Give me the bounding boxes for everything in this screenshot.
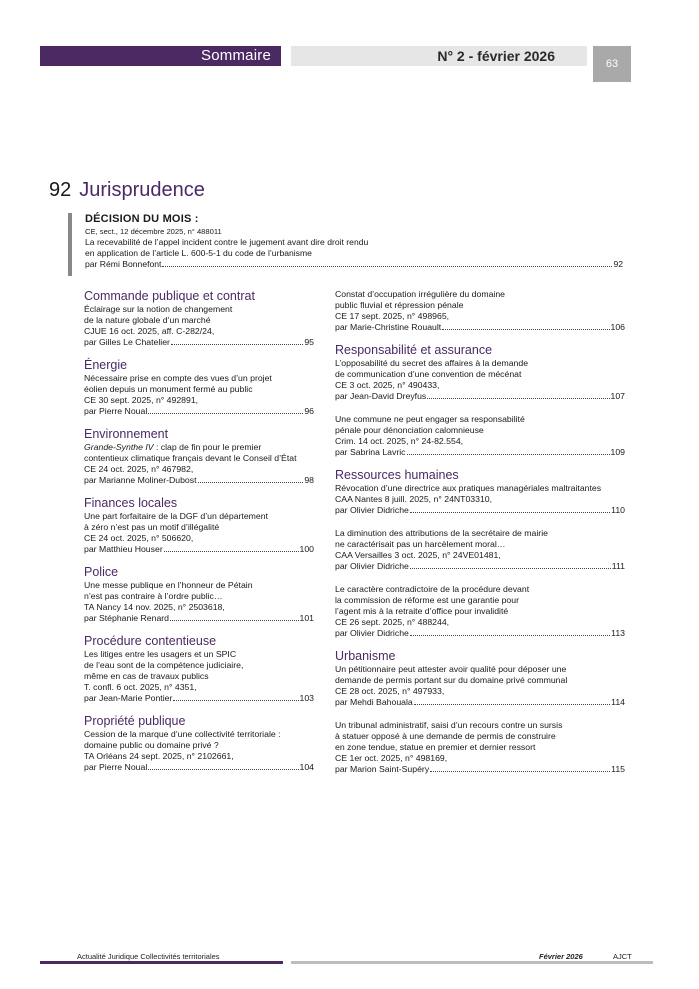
header-section-bar (40, 46, 281, 66)
category-spacer (335, 639, 625, 649)
leader-dots (407, 454, 610, 455)
entry-page-number: 114 (611, 697, 625, 707)
toc-entry (335, 358, 625, 402)
entry-line: domaine public ou domaine privé ? (84, 740, 219, 750)
entry-author-line[interactable] (335, 697, 625, 708)
footer-journal: AJCT (613, 952, 632, 961)
entry-author-line[interactable] (84, 544, 314, 555)
entry-line: à statuer opposé à une demande de permis de construire (335, 731, 556, 741)
entry-page-number: 104 (299, 762, 314, 772)
leader-dots (148, 769, 298, 770)
category-heading: Propriété publique (84, 714, 186, 728)
entry-author-line[interactable] (84, 693, 314, 704)
leader-dots (427, 398, 609, 399)
entry-line: CE 28 oct. 2025, n° 497933, (335, 686, 445, 696)
entry-line: Crim. 14 oct. 2025, n° 24-82.554, (335, 436, 464, 446)
entry-author: par Marion Saint-Supéry (335, 764, 430, 774)
category-heading: Finances locales (84, 496, 178, 510)
leader-dots (171, 344, 303, 345)
entry-author: par Jean-Marie Pontier (84, 693, 173, 703)
footer-grey-rule (291, 961, 653, 964)
entry-line (84, 442, 314, 453)
header-issue-label: N° 2 - février 2026 (437, 48, 555, 64)
entry-page-number: 109 (610, 447, 625, 457)
entry-page-number: 98 (304, 475, 314, 485)
entry-line: même en cas de travaux publics (84, 671, 209, 681)
entry-line: la commission de réforme est une garantie pour (335, 595, 519, 605)
entry-line: CE 3 oct. 2025, n° 490433, (335, 380, 440, 390)
entry-author: par Olivier Didriche (335, 505, 409, 515)
entry-line: Un pétitionnaire peut attester avoir qualité pour déposer une (335, 664, 567, 674)
leader-dots (414, 704, 610, 705)
category-spacer (84, 417, 314, 427)
entry-author-line[interactable] (84, 762, 314, 773)
category-spacer (335, 333, 625, 343)
toc-entry (84, 442, 314, 486)
entry-line: ne caractérisait pas un harcèlement moral… (335, 539, 506, 549)
entry-line: La diminution des attributions de la secrétaire de mairie (335, 528, 548, 538)
entry-text: contentieux climatique français devant le Conseil d’État (84, 453, 297, 463)
toc-entry (335, 528, 625, 572)
featured-line: en application de l’article L. 600-5-1 du code de l’urbanisme (85, 248, 312, 258)
category-spacer (84, 555, 314, 565)
entry-page-number: 103 (299, 693, 314, 703)
leader-dots (442, 329, 609, 330)
category-heading: Responsabilité et assurance (335, 343, 493, 357)
entry-author: par Jean-David Dreyfus (335, 391, 427, 401)
toc-entry (84, 580, 314, 624)
entry-author-line[interactable] (84, 406, 314, 417)
entry-author: par Mehdi Bahouala (335, 697, 413, 707)
entry-page-number: 115 (611, 764, 625, 774)
entry-page-number: 107 (610, 391, 625, 401)
entry-author: par Pierre Noual (84, 406, 148, 416)
entry-author: par Sabrina Lavric (335, 447, 406, 457)
featured-author-line[interactable] (85, 259, 623, 270)
entry-line: Une commune ne peut engager sa responsabilité (335, 414, 525, 424)
featured-vertical-bar (68, 213, 72, 276)
leader-dots (173, 700, 298, 701)
category-heading: Environnement (84, 427, 169, 441)
category-spacer (84, 348, 314, 358)
entry-line: Révocation d’une directrice aux pratiques managériales maltraitantes (335, 483, 602, 493)
leader-dots (410, 512, 610, 513)
entry-line: Constat d’occupation irrégulière du domaine (335, 289, 505, 299)
entry-line: TA Nancy 14 nov. 2025, n° 2503618, (84, 602, 225, 612)
entry-author: par Pierre Noual (84, 762, 148, 772)
entry-line: Une messe publique en l’honneur de Pétain (84, 580, 253, 590)
entry-author: par Gilles Le Chatelier (84, 337, 170, 347)
entry-author-line[interactable] (335, 505, 625, 516)
featured-line: La recevabilité de l’appel incident contre le jugement avant dire droit rendu (85, 237, 369, 247)
entry-line: de la nature globale d’un marché (84, 315, 211, 325)
entry-author: par Olivier Didriche (335, 628, 409, 638)
entry-line: CE 30 sept. 2025, n° 492891, (84, 395, 199, 405)
section-name: Jurisprudence (79, 179, 205, 201)
leader-dots (410, 568, 611, 569)
entry-text: : clap de fin pour le premier (153, 442, 262, 452)
featured-author: par Rémi Bonnefont (85, 259, 162, 269)
entry-line: CE 24 oct. 2025, n° 506620, (84, 533, 194, 543)
category-heading: Procédure contentieuse (84, 634, 217, 648)
entry-italic-text: Grande-Synthe IV (84, 442, 154, 452)
featured-page: 92 (613, 259, 623, 269)
toc-entry (335, 664, 625, 708)
category-spacer (84, 624, 314, 634)
leader-dots (410, 635, 610, 636)
toc-entry (335, 414, 625, 458)
header-section-label: Sommaire (201, 47, 271, 64)
entry-page-number: 110 (611, 505, 625, 515)
category-heading: Police (84, 565, 119, 579)
header-issue-bar (291, 46, 587, 66)
header-page-number: 63 (605, 58, 619, 70)
entry-line: Le caractère contradictoire de la procédure devant (335, 584, 530, 594)
category-spacer (335, 458, 625, 468)
entry-author-line[interactable] (335, 322, 625, 333)
footer-date: Février 2026 (539, 952, 583, 961)
toc-entry (84, 511, 314, 555)
entry-text: CE 24 oct. 2025, n° 467982, (84, 464, 194, 474)
entry-line: à zéro n’est pas un motif d’illégalité (84, 522, 220, 532)
toc-entry (84, 649, 314, 704)
entry-page-number: 100 (299, 544, 314, 554)
leader-dots (170, 620, 298, 621)
section-page-number: 92 (49, 179, 72, 201)
entry-line: pénale pour dénonciation calomnieuse (335, 425, 484, 435)
entry-page-number: 101 (299, 613, 314, 623)
entry-line: CJUE 16 oct. 2025, aff. C-282/24, (84, 326, 215, 336)
entry-line: Éclairage sur la notion de changement (84, 304, 233, 314)
entry-line: demande de permis portant sur du domaine privé communal (335, 675, 568, 685)
entry-line: l’agent mis à la retraite d’office pour invalidité (335, 606, 509, 616)
entry-spacer (335, 402, 625, 414)
category-spacer (84, 704, 314, 714)
category-heading: Énergie (84, 358, 128, 372)
entry-line: CE 1er oct. 2025, n° 498169, (335, 753, 448, 763)
entry-line: Nécessaire prise en compte des vues d’un projet (84, 373, 272, 383)
footer-publication: Actualité Juridique Collectivités territoriales (77, 952, 220, 961)
category-heading: Urbanisme (335, 649, 396, 663)
entry-author-line[interactable] (335, 561, 625, 572)
toc-entry (335, 289, 625, 333)
entry-author: par Stéphanie Renard (84, 613, 170, 623)
entry-author: par Matthieu Houser (84, 544, 163, 554)
entry-line: T. confl. 6 oct. 2025, n° 4351, (84, 682, 197, 692)
entry-line: CE 26 sept. 2025, n° 488244, (335, 617, 450, 627)
entry-line (84, 464, 314, 475)
entry-page-number: 96 (304, 406, 314, 416)
entry-line: Cession de la marque d’une collectivité territoriale : (84, 729, 281, 739)
entry-author-line[interactable] (335, 628, 625, 639)
entry-author: par Marie-Christine Rouault (335, 322, 442, 332)
category-heading: Ressources humaines (335, 468, 459, 482)
category-spacer (84, 486, 314, 496)
section-title (49, 179, 205, 202)
leader-dots (164, 551, 299, 552)
entry-line: L’opposabilité du secret des affaires à la demande (335, 358, 529, 368)
featured-reference: CE, sect., 12 décembre 2025, n° 488011 (85, 227, 222, 236)
entry-author-line[interactable] (335, 764, 625, 775)
toc-entry (335, 720, 625, 775)
entry-line: de communication d’une convention de mécénat (335, 369, 522, 379)
entry-line: Une part forfaitaire de la DGF d’un département (84, 511, 268, 521)
entry-author: par Marianne Moliner-Dubost (84, 475, 197, 485)
entry-page-number: 111 (611, 561, 625, 571)
featured-decision (68, 213, 623, 270)
entry-line: TA Orléans 24 sept. 2025, n° 2102661, (84, 751, 234, 761)
leader-dots (198, 482, 304, 483)
footer-accent-rule (40, 961, 283, 964)
category-heading: Commande publique et contrat (84, 289, 255, 303)
toc-entry (335, 483, 625, 516)
entry-line: CE 17 sept. 2025, n° 498965, (335, 311, 450, 321)
entry-line: Un tribunal administratif, saisi d’un recours contre un sursis (335, 720, 563, 730)
entry-author-line[interactable] (84, 613, 314, 624)
entry-author-line[interactable] (335, 447, 625, 458)
toc-entry (335, 584, 625, 639)
entry-page-number: 95 (304, 337, 314, 347)
entry-line: éolien depuis un monument fermé au public (84, 384, 253, 394)
entry-author-line[interactable] (335, 391, 625, 402)
entry-line (84, 453, 314, 464)
leader-dots (430, 771, 610, 772)
entry-spacer (335, 516, 625, 528)
entry-page-number: 106 (610, 322, 625, 332)
entry-author: par Olivier Didriche (335, 561, 409, 571)
header-page-box (593, 46, 631, 82)
toc-entry (84, 729, 314, 773)
leader-dots (148, 413, 303, 414)
left-column (84, 289, 314, 773)
toc-entry (84, 373, 314, 417)
right-column (335, 289, 625, 775)
entry-line: n’est pas contraire à l’ordre public… (84, 591, 223, 601)
entry-page-number: 113 (611, 628, 625, 638)
entry-line: CAA Versailles 3 oct. 2025, n° 24VE01481, (335, 550, 501, 560)
featured-heading: DÉCISION DU MOIS : (85, 213, 199, 225)
entry-line: Les litiges entre les usagers et un SPIC (84, 649, 237, 659)
toc-entry (84, 304, 314, 348)
entry-line: CAA Nantes 8 juill. 2025, n° 24NT03310, (335, 494, 493, 504)
entry-line: en zone tendue, statue en premier et dernier ressort (335, 742, 536, 752)
leader-dots (162, 266, 612, 267)
entry-line: de l’eau sont de la compétence judiciaire, (84, 660, 244, 670)
entry-spacer (335, 708, 625, 720)
entry-spacer (335, 572, 625, 584)
entry-author-line[interactable] (84, 475, 314, 486)
entry-line: public fluvial et répression pénale (335, 300, 464, 310)
entry-author-line[interactable] (84, 337, 314, 348)
